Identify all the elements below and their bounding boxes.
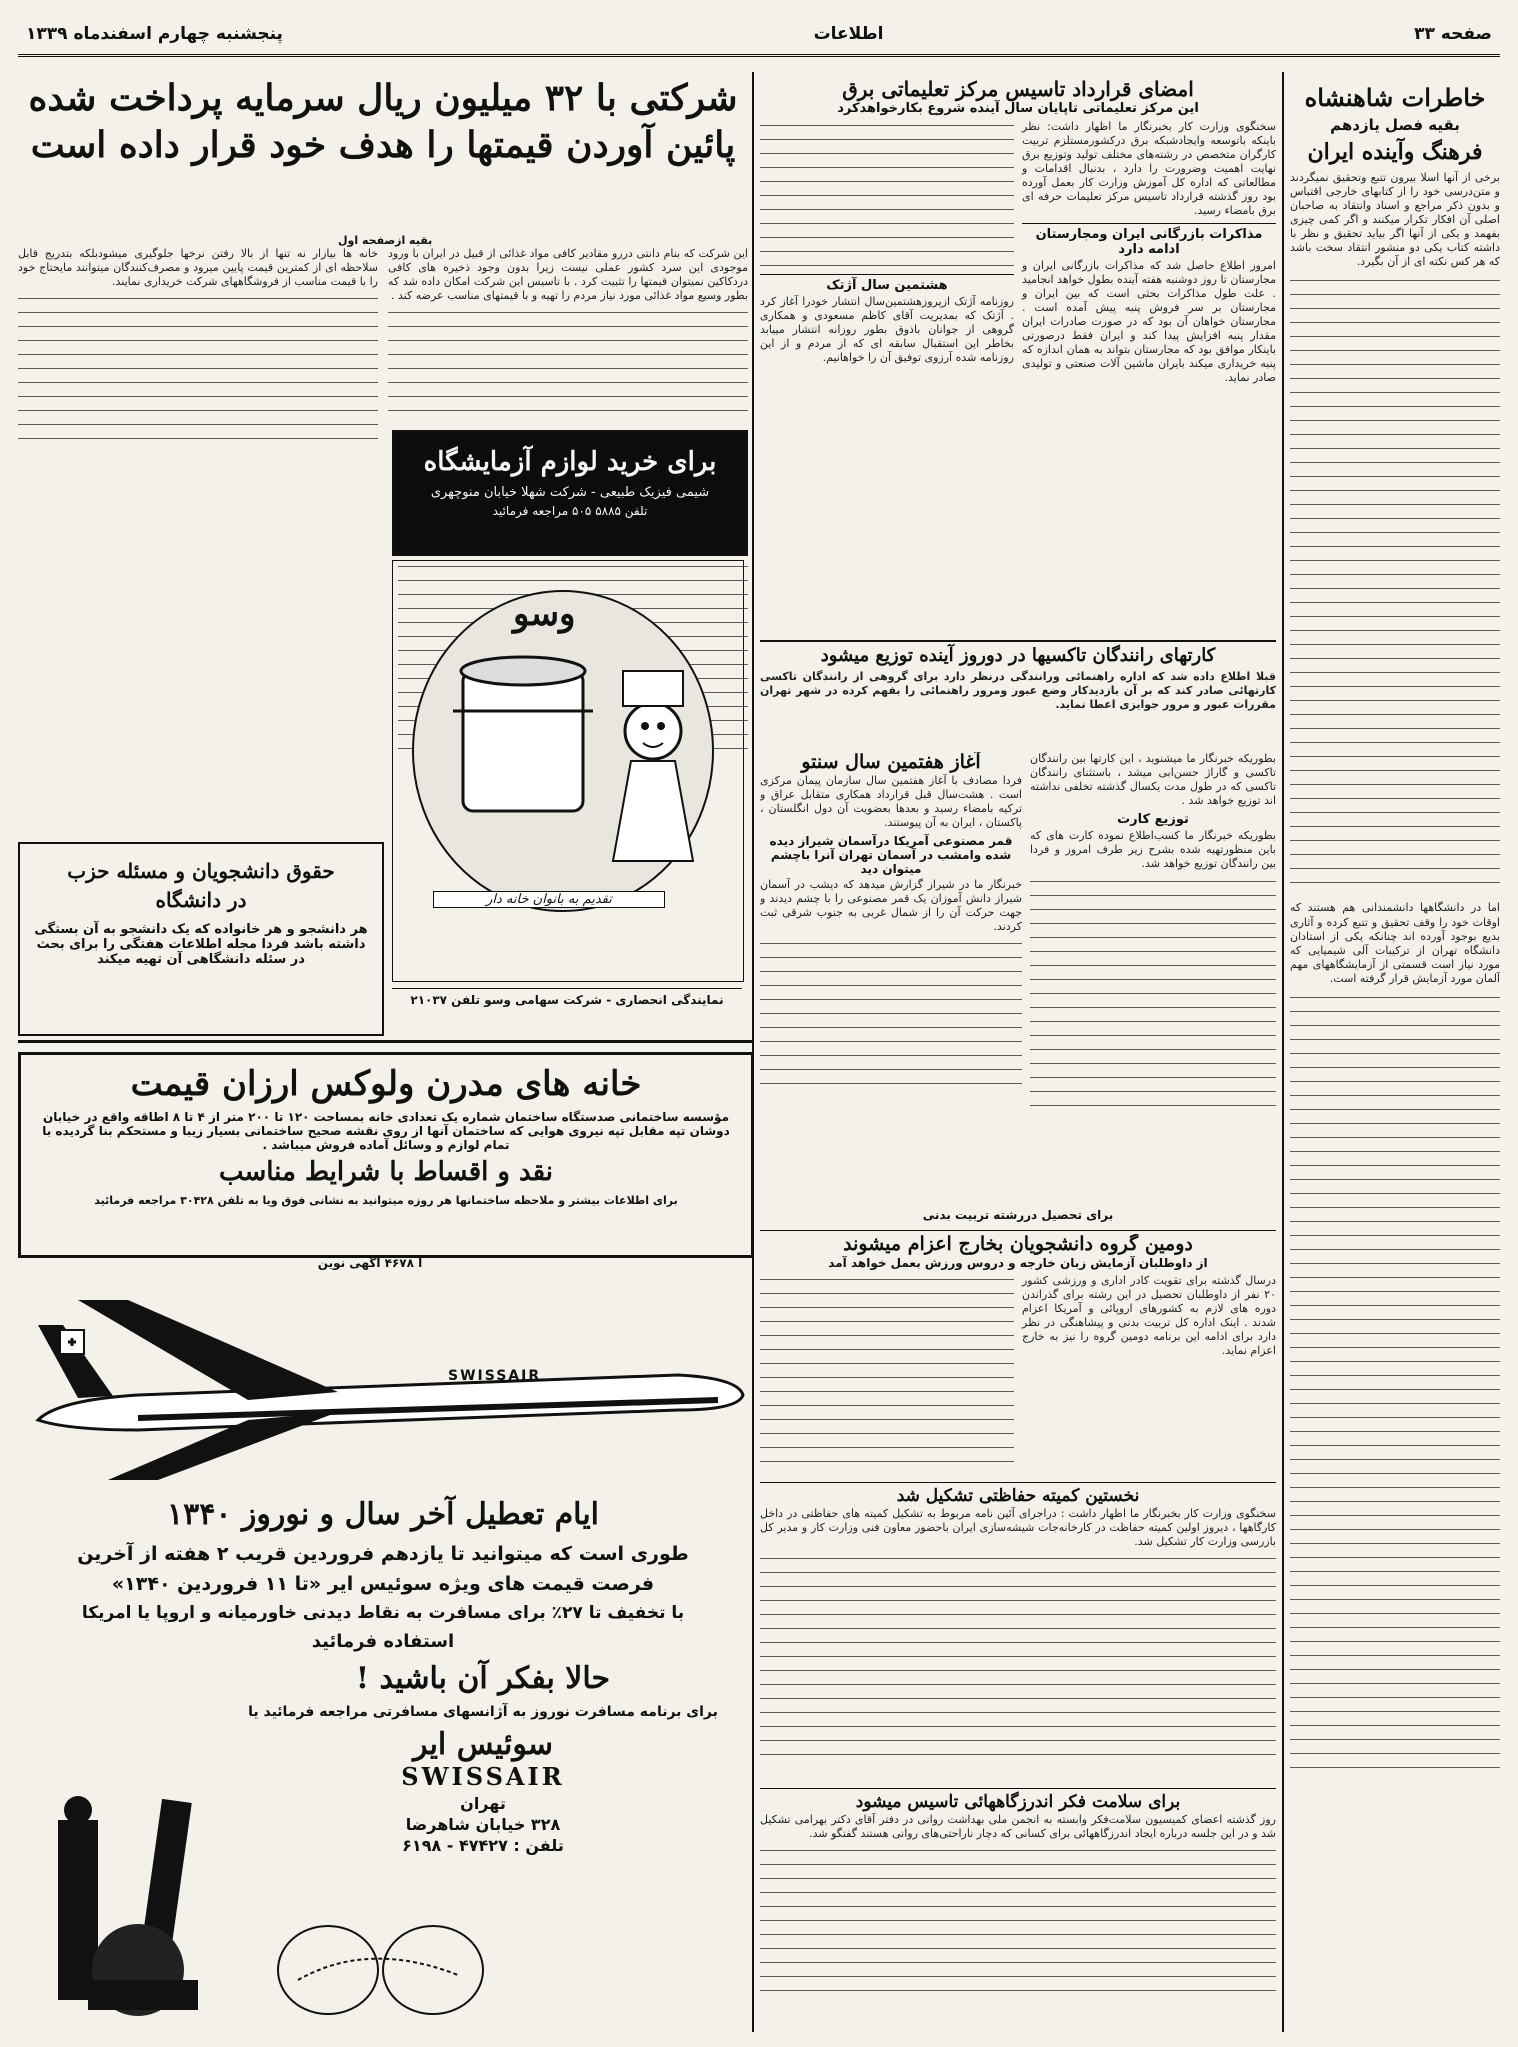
company-title-2: پائین آوردن قیمتها را هدف خود قرار داده است bbox=[30, 124, 736, 167]
houses-body: مؤسسه ساختمانی صدستگاه ساختمان شماره یک تعدادی خانه بمساحت ۱۲۰ تا ۲۰۰ متر از ۴ تا ۸ اطاقه واقع در خیابان دوشان تپه مقابل تپه نیروی هوایی که ساختمان آنها از روی نقشه صحیح ساختمانی بسیار زیبا و مستحکم بنا گردیده با تمام لوازم و وسائل آماده فروش میباشد . bbox=[42, 1110, 730, 1153]
swissair-line4: استفاده فرمائید bbox=[311, 1630, 455, 1652]
health-article bbox=[760, 1788, 1276, 2029]
swissair-phone: تلفن : ۴۷۴۲۷ - ۶۱۹۸ bbox=[402, 1836, 564, 1856]
swissair-cta: برای برنامه مسافرت نوروز به آژانسهای مسافرتی مراجعه فرمائید یا bbox=[248, 1704, 718, 1720]
swissair-callout: حالا بفکر آن باشید ! bbox=[355, 1660, 611, 1696]
company-body: این شرکت که بنام دانتی دررو مقادیر کافی مواد غذائی از قبیل در ایران با ورود موجودی این سرد کشور عملی نیست زیرا بدون وجود ذخیره های کافی دردکاکین نمیتوان قیمتها را تثبیت کرد . با تاسیس این شرکت امکان داده شد که بطور وسیع مواد غذائی مورد نیاز مردم را تهیه و با قیمتهای مناسب عرضه کند . bbox=[388, 247, 748, 303]
swissair-address: ۳۲۸ خیابان شاهرضا bbox=[405, 1815, 561, 1835]
cento-text-block bbox=[760, 938, 1022, 1088]
lab-ad-line1: برای خرید لوازم آزمایشگاه bbox=[423, 447, 717, 477]
company-continued: بقیه ازصفحه اول bbox=[338, 234, 433, 247]
landmarks-illustration bbox=[28, 1780, 248, 2020]
health-body: روز گذشته اعضای کمیسیون سلامت‌فکر وابسته به انجمن ملی بهداشت روانی در دفتر آقای دکتر بهرامی تشکیل شد و در این جلسه درباره ایجاد اندرزگاههائی برای کسانی که دچار ناراحتی‌های روانی هستند گفتگو شد. bbox=[760, 1812, 1276, 1840]
students-title: دومین گروه دانشجویان بخارج اعزام میشوند bbox=[843, 1234, 1193, 1255]
committee-body: سخنگوی وزارت کار بخبرنگار ما اظهار داشت : درا‌جرای آئین نامه مربوط به تشکیل کمیته های حفاظتی در داخل کارگاهها ، دیروز اولین کمیته حفاظت در کارخانه‌جات شیشه‌سازی ایران باحضور معاون فنی وزارت کار و مدیر کل بازرسی وزارت کار تشکیل شد. bbox=[760, 1506, 1276, 1548]
electric-article bbox=[760, 78, 1276, 458]
electric-title: امضای قرارداد تاسیس مرکز تعلیماتی برق bbox=[842, 78, 1194, 101]
cento-title: آغاز هفتمین سال سنتو bbox=[801, 752, 981, 773]
satellite-body: خبرنگار ما در شیراز گزارش میدهد که دیشب در آسمان شیراز دانش آموزان یک قمر مصنوعی را با چشم دیدند و جهت حرکت آن را از شمال غربی به جنوب شرقی ثبت کردند. bbox=[760, 878, 1022, 934]
cooker-brand: وسو bbox=[513, 594, 576, 634]
memoirs-title: خاطرات شاهنشاه bbox=[1304, 83, 1486, 112]
company-text-block bbox=[18, 293, 378, 443]
page-header bbox=[18, 14, 1500, 57]
lab-ad-line2: شیمی فیزیک طبیعی - شرکت شهلا خیابان منوچهری bbox=[430, 485, 710, 500]
cooker-caption: تقدیم به بانوان خانه دار bbox=[433, 891, 665, 908]
houses-terms: نقد و اقساط با شرایط مناسب bbox=[218, 1157, 554, 1188]
column-rule bbox=[18, 1040, 752, 1043]
students-rights-subtitle: در دانشگاه bbox=[155, 888, 247, 912]
satellite-headline: قمر مصنوعی آمریکا درآسمان شیراز دیده شده وامشب در آسمان تهران آنرا باچشم میتوان دید bbox=[769, 834, 1013, 877]
students-rights-title: حقوق دانشجویان و مسئله حزب bbox=[67, 859, 335, 883]
memoirs-heading: فرهنگ وآینده ایران bbox=[1307, 138, 1483, 165]
taxi-continued bbox=[1030, 752, 1276, 1222]
lab-ad-line3: تلفن ۵۸۸۵ ۵۰۵ مراجعه فرمائید bbox=[492, 504, 648, 518]
memoirs-body-2: اما در دانشگاهها دانشمندانی هم هستند که اوقات خود را وقف تحقیق و تتبع کرده و آثاری بدیع بوجود آورده اند چنانکه یکی از استادان دانشگاه تهران از ترکیبات آلی شیمیایی که مورد نیاز است قسمتی از آزمایشگاههای مهم آلمان مورد آزمایش قرار گرفته است. bbox=[1290, 901, 1500, 985]
taxi-article bbox=[760, 640, 1276, 752]
swissair-brand-en: SWISSAIR bbox=[401, 1761, 565, 1791]
swissair-brand-fa: سوئیس ایر bbox=[413, 1727, 553, 1762]
airplane-illustration bbox=[18, 1280, 748, 1490]
globe-route-icon bbox=[268, 1920, 488, 2020]
taxi-body-2: بطوریکه خبرنگار ما کسب‌اطلاع نموده کارت های که باین منظورتهیه شده بشرح زیر طرف امروز و فردا بین رانندگان توزیع خواهد شد. bbox=[1030, 829, 1276, 871]
trade-body: امروز اطلاع حاصل شد که مذاکرات بازرگانی ایران و مجارستان تا روز دوشنبه هفته آینده بطول خواهد انجامید . علت طول مذاکرات بحثی است که بین ایران و مجارستان بر سر فروش پنبه پیش آمده است . مجارستان خواهان آن بود که در صورت صادرات ایران مقدار پنبه افزایش پیدا کند و ایران فقط درصورتی باینکار موافق بود که مجارستان بتواند به همان اندازه که پنبه خریداری میکند بایران ماشین آلات صنعتی و تولیدی صادر نماید. bbox=[1022, 258, 1276, 385]
students-text-block bbox=[760, 1274, 1014, 1464]
page-number: صفحه ۳۳ bbox=[1414, 24, 1492, 44]
eighth-title: هشتمین سال آژتک bbox=[760, 274, 1014, 293]
committee-article bbox=[760, 1482, 1276, 1783]
students-rights-box bbox=[18, 842, 384, 1036]
memoirs-text-block bbox=[1290, 992, 1500, 1772]
memoirs-subtitle: بقیه فصل یازدهم bbox=[1330, 115, 1460, 134]
taxi-text-block bbox=[1030, 876, 1276, 1116]
houses-ad bbox=[18, 1052, 754, 1258]
health-title: برای سلامت فکر اندرزگاههائی تاسیس میشود bbox=[855, 1792, 1181, 1812]
taxi-lead: قبلا اطلاع داده شد که اداره راهنمائی ورانندگی درنظر دارد برای گروهی از رانندگان تاکسی کارتهائی صادر کند که بر آن بازدیدکار وضع عبور ومرور راهنمائی را بفهم کرده در شهر تهران مقررات عبور و مرور جوایزی اعطا نماید. bbox=[760, 669, 1276, 711]
fuselage-text: SWISSAIR bbox=[448, 1368, 542, 1384]
swissair-city: تهران bbox=[460, 1794, 506, 1814]
company-body-2: خانه ها بیازار نه تنها از بالا رفتن نرخها جلوگیری میشودبلکه بتدریج قابل سلاحظه ای از کمترین قیمت پایین میرود و مصرف‌کنندگان میتوانند مایحتاج خود را با قیمت مناسب از فروشگاههای شرکت خریداری نمایند. bbox=[18, 247, 378, 289]
lab-ad bbox=[392, 430, 748, 556]
taxi-title: کارتهای رانندگان تاکسیها در دوروز آینده توزیع میشود bbox=[820, 645, 1216, 666]
committee-title: نخستین کمیته حفاظتی تشکیل شد bbox=[896, 1486, 1140, 1506]
memoirs-text-block bbox=[1290, 275, 1500, 895]
swissair-ad bbox=[18, 1280, 748, 2030]
health-text-block bbox=[760, 1845, 1276, 1995]
pe-footer-text: برای تحصیل دررشته تربیت بدنی bbox=[922, 1208, 1114, 1222]
company-banner bbox=[18, 78, 748, 228]
company-title-1: شرکتی با ۳۲ میلیون ریال سرمایه پرداخت شده bbox=[28, 78, 738, 119]
eighth-body: روزنامه آژتک ازپروزهشتمین‌سال انتشار خودرا آغاز کرد . آژتک که بمدیریت آقای کاظم مسعودی و همکاری گروهی از جوانان باذوق بطور روزانه انتشار مییابد بخاطر این استقبال سابقه ای که از مردم و از این روزنامه شده آرزوی توفیق آن را خواهانیم. bbox=[760, 295, 1014, 365]
memoirs-body: برخی از آنها اسلا بیرون تتبع وتحقیق نمیگردند و متن‌درسی خود را از کتابهای خارجی اقتباس و بدون ذکر مراجع و اسناد وانتقاد به صاحبان اصلی آن افکار تکرار میکنند و اگر کمی چیزی بفهمد و یکی از آنها اگر بیاید تحقیق و نظر با داشته کتاب یکی دو منشور انتقاد سخت باشد که هر کس نکته ای از آن بگیرد. bbox=[1290, 170, 1500, 269]
electric-subtitle: این مرکز تعلیماتی تاپایان سال آینده شروع بکارخواهدکرد bbox=[837, 101, 1199, 116]
swissair-line2: فرصت قیمت های ویژه سوئیس ایر «تا ۱۱ فروردین ۱۳۴۰» bbox=[111, 1572, 655, 1595]
electric-body: سخنگوی وزارت کار بخبرنگار ما اظهار داشت: نظر باینکه باتوسعه وایجادشبکه برق درکشورمستلزم تربیت کارگران متخصص در رشته‌های مختلف تولید وتوزیع برق نهایت اهمیت وضرورت را دارد ، بدنبال اقدامات و مطالعاتی که اداره کل آموزش وزارت کار بعمل آورده بود روز گذشته قرارداد تاسیس مرکز تعلیمات حرفه ای برق بامضاء رسید. bbox=[1022, 120, 1276, 218]
cento-body: فردا مصادف با آغاز هفتمین سال سازمان پیمان مرکزی است . هشت‌سال قبل قرارداد همکاری متقابل عراق و ترکیه بامضاء رسید و بعدها بعضویت آن دول انگلستان ، پاکستان ، ایران به آن پیوستند. bbox=[760, 773, 1022, 830]
taxi-body: بطوریکه خبرنگار ما میشنوید ، این کارتها بین رانندگان تاکسی و گاراژ حسن‌ابی‌ میشد ، باستثنای رانندگان تاکسی که در طول مدت یکسال گذشته تخلفی نداشته اند توزیع خواهد شد . bbox=[1030, 752, 1276, 808]
memoirs-column bbox=[1290, 78, 1500, 2028]
trade-title: مذاکرات بازرگانی ایران ومجارستان ادامه دارد bbox=[1022, 223, 1276, 257]
column-rule bbox=[1282, 72, 1284, 2032]
swissair-line1: طوری است که میتوانید تا یازدهم فروردین قریب ۲ هفته از آخرین bbox=[77, 1542, 689, 1565]
houses-contact: برای اطلاعات بیشتر و ملاحظه ساختمانها هر روزه میتوانید به نشانی فوق ویا به تلفن ۳۰۴۲۸ مراجعه فرمائید bbox=[94, 1193, 678, 1207]
houses-ref bbox=[200, 1256, 540, 1274]
cento-article bbox=[760, 752, 1022, 1202]
committee-text-block bbox=[760, 1553, 1276, 1763]
company-text-block bbox=[388, 307, 748, 417]
students-article bbox=[760, 1234, 1276, 1479]
cooker-footer-text: نمایندگی انحصاری - شرکت سهامی وسو تلفن ۲۱۰۳۷ bbox=[410, 993, 724, 1007]
students-body: درسال گذشته برای تقویت کادر اداری و ورزشی کشور ۲۰ نفر از داوطلبان تحصیل در این رشته برای گذراندن دوره های لازم به کشورهای اروپائی و آمریکا اعزام شدند . اینک اداره کل تربیت بدنی و پیشاهنگی در نظر دارد برای ادامه این برنامه دومین گروه را نیز به خارج اعزام نماید. bbox=[1022, 1273, 1276, 1358]
cooker-ad bbox=[392, 560, 744, 982]
issue-date: پنجشنبه چهارم اسفندماه ۱۳۳۹ bbox=[26, 24, 283, 44]
houses-ref-text: آ ۴۶۷۸ آگهی نوین bbox=[317, 1256, 423, 1270]
swissair-headline: ایام تعطیل آخر سال و نوروز ۱۳۴۰ bbox=[166, 1497, 600, 1532]
paper-name: اطلاعات bbox=[813, 24, 884, 44]
houses-title: خانه های مدرن ولوکس ارزان قیمت bbox=[130, 1064, 642, 1104]
cooker-footer bbox=[392, 988, 742, 1013]
taxi-sub: توزیع کارت bbox=[1117, 812, 1189, 828]
students-rights-body: هر دانشجو و هر خانواده که یک دانشجو به آن بستگی داشته باشد فردا مجله اطلاعات هفتگی را برای بحث در سئله دانشگاهی آن تهیه میکند bbox=[34, 922, 368, 967]
electric-text-block bbox=[760, 120, 1014, 270]
students-subtitle: از داوطلبان آزمایش زبان خارجه و دروس ورزش بعمل خواهد آمد bbox=[828, 1255, 1208, 1270]
swissair-line3: با تخفیف تا ۲۷٪ برای مسافرت به نقاط دیدنی خاورمیانه و اروپا یا امریکا bbox=[81, 1602, 685, 1623]
pe-footer bbox=[760, 1208, 1276, 1231]
